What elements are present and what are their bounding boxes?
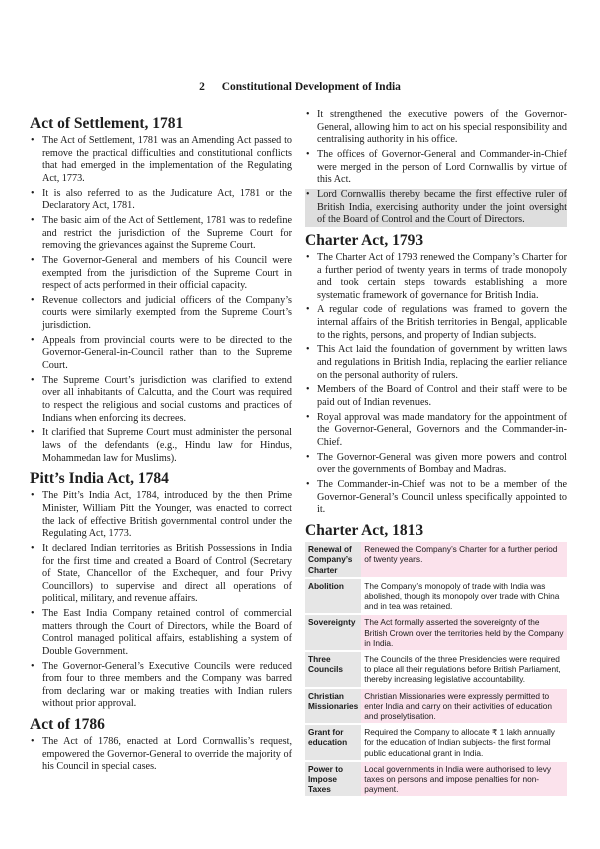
table-key-cell: Christian Missionaries — [305, 688, 361, 725]
list-item: • The Pitt’s India Act, 1784, introduced by the then Prime Minister, William Pitt the Younger, was enacted to correct the lack of effective British governmental control under the Regulating Act, 1773. — [30, 490, 292, 540]
table-row — [305, 724, 567, 761]
list-item: • Revenue collectors and judicial officers of the Company’s courts were similarly exempted from the Supreme Court’s jurisdiction. — [30, 295, 292, 333]
table-key-cell: Grant for education — [305, 724, 361, 761]
table-key-cell: Abolition — [305, 578, 361, 615]
section-heading-settlement: Act of Settlement, 1781 — [30, 115, 184, 132]
list-item: • The Supreme Court’s jurisdiction was clarified to extend over all inhabitants of Calcutta, and the Court was required to respect the religious and social customs and practices of Indians when enforcing its decrees. — [30, 375, 292, 425]
list-item: • Members of the Board of Control and their staff were to be paid out of Indian revenues. — [305, 384, 567, 409]
table-key-cell: Sovereignty — [305, 614, 361, 651]
act1786-continued-list — [305, 109, 567, 227]
list-item: • This Act laid the foundation of government by written laws and regulations in British India, replacing the earlier reliance on the personal authority of rulers. — [305, 344, 567, 382]
list-item: • The Act of Settlement, 1781 was an Amending Act passed to remove the practical difficulties and constitutional conflicts that had emerged in the implementation of the Regulating Act, 1773. — [30, 135, 292, 185]
settlement-list — [30, 135, 292, 465]
section-heading-charter-1813: Charter Act, 1813 — [305, 522, 424, 540]
list-item: • It is also referred to as the Judicature Act, 1781 or the Declaratory Act, 1781. — [30, 188, 292, 213]
charter-1813-table — [305, 542, 567, 798]
page-header — [0, 81, 600, 93]
act1786-list — [30, 736, 292, 774]
list-item: • Appeals from provincial courts were to be directed to the Governor-General-in-Council rather than to the Supreme Court. — [30, 335, 292, 373]
list-item: • The Charter Act of 1793 renewed the Company’s Charter for a further period of twenty years in terms of trade monopoly and took certain steps towards establishing a more systematic framework of governance for British India. — [305, 252, 567, 302]
list-item: • The Act of 1786, enacted at Lord Cornwallis’s request, empowered the Governor-General to override the majority of his Council in special cases. — [30, 736, 292, 774]
table-value-cell: Local governments in India were authorised to levy taxes on persons and impose penalties for non-payment. — [361, 761, 567, 798]
list-item: • The East India Company retained control of commercial matters through the Court of Directors, while the Board of Control managed political affairs, establishing a system of Double Government. — [30, 608, 292, 658]
list-item: • It strengthened the executive powers of the Governor-General, allowing him to act on his special responsibility and centralising authority in his office. — [305, 109, 567, 147]
highlighted-list-item: • Lord Cornwallis thereby became the first effective ruler of British India, exercising authority under the joint oversight of the Board of Control and the Court of Directors. — [305, 189, 567, 227]
list-item: • The Commander-in-Chief was not to be a member of the Governor-General’s Council unless specifically appointed to it. — [305, 479, 567, 517]
table-row — [305, 651, 567, 688]
table-row — [305, 614, 567, 651]
table-row — [305, 688, 567, 725]
table-value-cell: The Act formally asserted the sovereignty of the British Crown over the territories held by the Company in India. — [361, 614, 567, 651]
running-title: Constitutional Development of India — [221, 81, 401, 93]
section-heading-charter-1793: Charter Act, 1793 — [305, 231, 424, 249]
table-key-cell: Power to Impose Taxes — [305, 761, 361, 798]
table-value-cell: Renewed the Company’s Charter for a further period of twenty years. — [361, 542, 567, 578]
table-row — [305, 761, 567, 798]
table-key-cell: Three Councils — [305, 651, 361, 688]
pitt-list — [30, 490, 292, 711]
table-value-cell: The Company’s monopoly of trade with India was abolished, though its monopoly over trade with China and in tea was retained. — [361, 578, 567, 615]
list-item: • The offices of Governor-General and Commander-in-Chief were merged in the person of Lord Cornwallis by virtue of this Act. — [305, 149, 567, 187]
right-column — [305, 109, 567, 798]
left-column — [30, 109, 292, 776]
list-item: • Royal approval was made mandatory for the appointment of the Governor-General, Governors and the Commander-in-Chief. — [305, 412, 567, 450]
list-item: • The Governor-General was given more powers and control over the governments of Bombay and Madras. — [305, 452, 567, 477]
page-number: 2 — [199, 81, 205, 93]
charter-1793-list — [305, 252, 567, 517]
section-heading-1786: Act of 1786 — [30, 716, 105, 734]
list-item: • It declared Indian territories as British Possessions in India for the first time and created a Board of Control (Secretary of State, Chancellor of the Exchequer, and four Privy Councillors) to supervise and direct all operations of political, military, and revenue affairs. — [30, 543, 292, 606]
list-item: • The basic aim of the Act of Settlement, 1781 was to redefine and restrict the jurisdiction of the Supreme Court for removing the grievances against the Supreme Court. — [30, 215, 292, 253]
table-value-cell: Required the Company to allocate ₹ 1 lakh annually for the education of Indian subjects- the first formal public educational grant in India. — [361, 724, 567, 761]
section-heading-pitt: Pitt’s India Act, 1784 — [30, 470, 169, 488]
list-item: • The Governor-General’s Executive Councils were reduced from four to three members and the Company was barred from declaring war or making treaties with Indian rulers without prior approval. — [30, 661, 292, 711]
table-row — [305, 542, 567, 578]
list-item: • It clarified that Supreme Court must administer the personal laws of the defendants (e.g., Hindu law for Hindus, Mohammedan law for Muslims). — [30, 427, 292, 465]
table-key-cell: Renewal of Company’s Charter — [305, 542, 361, 578]
list-item: • A regular code of regulations was framed to govern the internal affairs of the British territories in Bengal, applicable to the rights, persons, and property of Indian subjects. — [305, 304, 567, 342]
table-value-cell: Christian Missionaries were expressly permitted to enter India and carry on their activities of education and proselytisation. — [361, 688, 567, 725]
table-row — [305, 578, 567, 615]
list-item: • The Governor-General and members of his Council were exempted from the jurisdiction of the Supreme Court in respect of acts performed in their official capacity. — [30, 255, 292, 293]
table-value-cell: The Councils of the three Presidencies were required to place all their regulations before British Parliament, thereby increasing legislative accountability. — [361, 651, 567, 688]
